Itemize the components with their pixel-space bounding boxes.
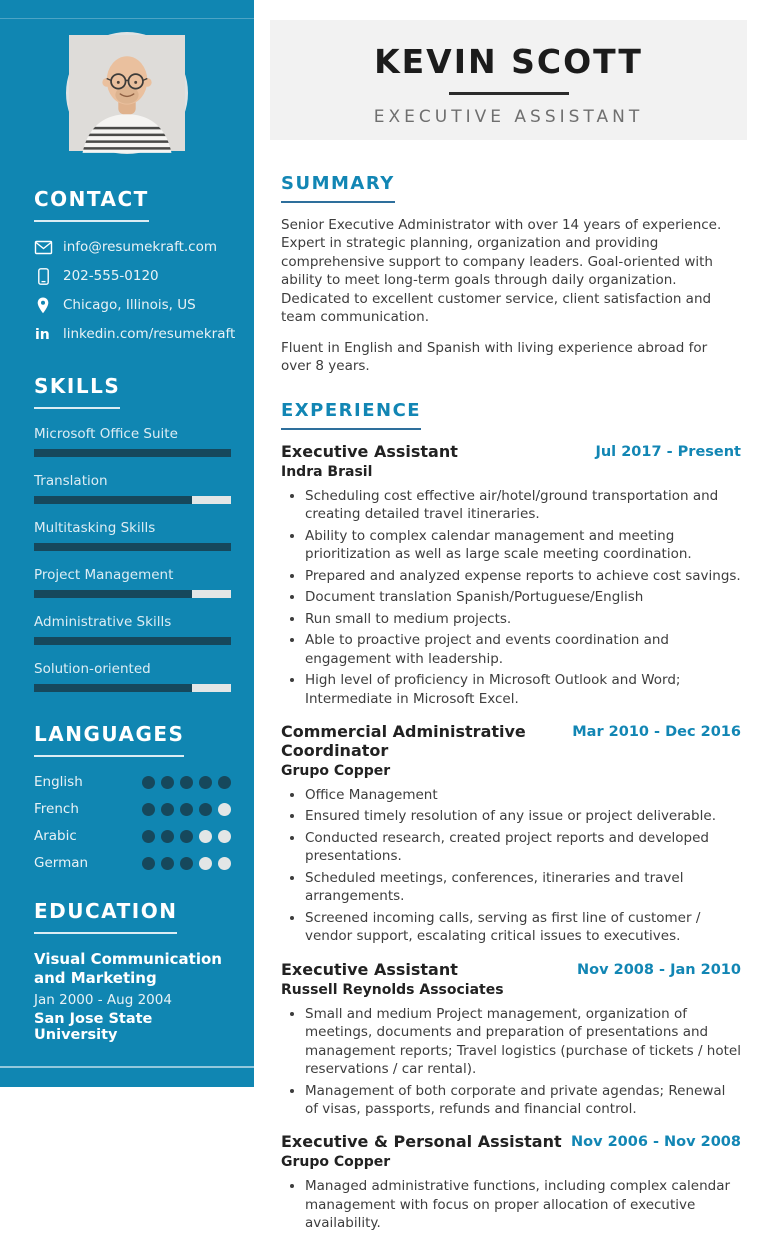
profile-photo-illustration (69, 35, 185, 151)
skill-name: Solution-oriented (34, 661, 151, 677)
job-company: Grupo Copper (281, 762, 391, 779)
job-bullet: • Management of both corporate and private agendas; Renewal of visas, passports, refunds and financial control. (305, 1082, 741, 1119)
skill-name: Administrative Skills (34, 614, 172, 630)
level-dot-filled (142, 776, 155, 789)
job-header (281, 1133, 741, 1170)
skill-bar (34, 684, 231, 692)
education-entry (34, 950, 231, 1043)
job-entry (281, 1133, 741, 1232)
language-level-dots (142, 830, 231, 843)
skill-name: Multitasking Skills (34, 520, 156, 536)
skill-item (34, 614, 231, 645)
job-title-block (281, 723, 566, 779)
job-bullet-list (305, 1005, 741, 1119)
skill-bar (34, 496, 231, 504)
skill-bar-fill (34, 543, 231, 551)
summary-paragraph: Senior Executive Administrator with over 14 years of experience. Expert in strategic planning, organization and providing comprehensive support to company leaders. Goal-oriented with ability to meet long-term goals through daily organization. Dedicated to excellent customer service, client satisfaction and team communication. (281, 217, 722, 326)
job-bullet: • Managed administrative functions, including complex calendar management with focus on proper allocation of executive availability. (305, 1177, 741, 1232)
job-header (281, 961, 741, 998)
language-list (34, 774, 231, 871)
language-name: English (34, 774, 83, 790)
level-dot-filled (180, 803, 193, 816)
level-dot-empty (199, 830, 212, 843)
skill-item (34, 520, 231, 551)
contact-heading: CONTACT (34, 187, 149, 222)
job-bullet: • Document translation Spanish/Portuguese/English (305, 588, 741, 606)
contact-linkedin-text: linkedin.com/resumekraft (63, 326, 236, 342)
svg-text:in: in (34, 327, 50, 343)
language-level-dots (142, 803, 231, 816)
level-dot-filled (161, 857, 174, 870)
skill-name: Translation (34, 473, 108, 489)
job-bullet: • Small and medium Project management, organization of meetings, documents and preparation of presentations and management reports; Travel logistics (purchase of tickets / hotel reservations / car rental). (305, 1005, 741, 1079)
skill-bar-fill (34, 449, 231, 457)
job-bullet: • Screened incoming calls, serving as first line of customer / vendor support, escalating critical issues to executives. (305, 909, 741, 946)
level-dot-filled (199, 776, 212, 789)
level-dot-filled (161, 776, 174, 789)
job-bullet: • Ability to complex calendar management and meeting prioritization as well as large scale meeting coordination. (305, 527, 741, 564)
profile-photo (66, 32, 188, 154)
level-dot-filled (199, 803, 212, 816)
job-entry (281, 723, 741, 946)
job-entry (281, 443, 741, 708)
level-dot-filled (142, 857, 155, 870)
skill-bar (34, 543, 231, 551)
sidebar (0, 0, 254, 1087)
job-title-block (281, 961, 504, 998)
summary-heading: SUMMARY (281, 173, 395, 203)
job-header (281, 443, 741, 480)
language-name: French (34, 801, 79, 817)
page-break-line-bottom (0, 1066, 254, 1068)
contact-item-phone (34, 267, 231, 285)
job-header (281, 723, 741, 779)
education-school: San Jose State University (34, 1010, 153, 1043)
job-bullet: • Conducted research, created project reports and developed presentations. (305, 829, 741, 866)
phone-icon (34, 267, 52, 285)
summary-section (281, 173, 741, 376)
skill-bar (34, 637, 231, 645)
skills-heading: SKILLS (34, 374, 120, 409)
job-title-block (281, 1133, 562, 1170)
languages-heading: LANGUAGES (34, 722, 184, 757)
language-item (34, 828, 231, 844)
main-column (254, 0, 768, 1232)
page-break-line-top (0, 18, 254, 19)
education-period: Jan 2000 - Aug 2004 (34, 991, 172, 1008)
contact-item-email (34, 238, 231, 256)
name-header (270, 20, 747, 140)
job-bullet-list (305, 487, 741, 708)
skill-item (34, 567, 231, 598)
job-title: Executive Assistant (281, 959, 458, 979)
education-heading: EDUCATION (34, 899, 177, 934)
skill-bar-fill (34, 590, 192, 598)
job-entry (281, 961, 741, 1119)
job-bullet: • Prepared and analyzed expense reports to achieve cost savings. (305, 567, 741, 585)
contact-email-text: info@resumekraft.com (63, 239, 217, 255)
level-dot-filled (161, 830, 174, 843)
job-bullet: • Run small to medium projects. (305, 610, 741, 628)
contact-list (34, 238, 236, 343)
experience-section (281, 400, 741, 1233)
job-bullet-list (305, 786, 741, 946)
job-dates: Jul 2017 - Present (595, 443, 741, 460)
level-dot-filled (142, 830, 155, 843)
level-dot-empty (218, 857, 231, 870)
language-item (34, 855, 231, 871)
education-degree: Visual Communication and Marketing (34, 950, 222, 987)
language-name: Arabic (34, 828, 77, 844)
job-bullet: • Scheduled meetings, conferences, itineraries and travel arrangements. (305, 869, 741, 906)
skill-bar-fill (34, 684, 192, 692)
level-dot-filled (142, 803, 155, 816)
job-bullet: • Able to proactive project and events coordination and engagement with leadership. (305, 631, 741, 668)
name-divider (449, 92, 569, 95)
skill-bar-fill (34, 496, 192, 504)
level-dot-filled (180, 857, 193, 870)
level-dot-empty (218, 830, 231, 843)
experience-heading: EXPERIENCE (281, 400, 421, 430)
skill-item (34, 473, 231, 504)
job-bullet-list (305, 1177, 741, 1232)
job-title-block (281, 443, 458, 480)
skill-item (34, 426, 231, 457)
job-title: Commercial Administrative Coordinator (281, 722, 526, 760)
level-dot-filled (180, 830, 193, 843)
job-dates: Nov 2008 - Jan 2010 (577, 961, 741, 978)
level-dot-filled (161, 803, 174, 816)
linkedin-icon (34, 325, 52, 343)
skill-name: Microsoft Office Suite (34, 426, 178, 442)
language-item (34, 774, 231, 790)
language-name: German (34, 855, 89, 871)
level-dot-filled (218, 776, 231, 789)
job-bullet: • High level of proficiency in Microsoft Outlook and Word; Intermediate in Microsoft Excel. (305, 671, 741, 708)
contact-section (0, 187, 254, 343)
main-content (254, 173, 768, 1233)
education-section (0, 899, 254, 1043)
job-dates: Mar 2010 - Dec 2016 (572, 724, 741, 741)
job-company: Russell Reynolds Associates (281, 981, 504, 998)
person-name: KEVIN SCOTT (374, 42, 643, 81)
job-bullet: • Office Management (305, 786, 741, 804)
job-bullet: • Ensured timely resolution of any issue or project deliverable. (305, 807, 741, 825)
job-title: Executive Assistant (281, 441, 458, 461)
language-level-dots (142, 857, 231, 870)
job-company: Indra Brasil (281, 463, 373, 480)
languages-section (0, 722, 254, 871)
contact-location-text: Chicago, Illinois, US (63, 297, 196, 313)
skills-section (0, 374, 254, 692)
location-icon (34, 296, 52, 314)
language-item (34, 801, 231, 817)
level-dot-empty (218, 803, 231, 816)
summary-paragraph: Fluent in English and Spanish with living experience abroad for over 8 years. (281, 339, 708, 375)
skill-list (34, 426, 231, 692)
skill-bar (34, 449, 231, 457)
contact-item-location (34, 296, 231, 314)
job-company: Grupo Copper (281, 1154, 391, 1171)
job-bullet: • Scheduling cost effective air/hotel/ground transportation and creating detailed travel itineraries. (305, 487, 741, 524)
job-title: Executive & Personal Assistant (281, 1132, 562, 1152)
skill-name: Project Management (34, 567, 174, 583)
contact-item-linkedin (34, 325, 236, 343)
level-dot-empty (199, 857, 212, 870)
skill-bar-fill (34, 637, 231, 645)
job-dates: Nov 2006 - Nov 2008 (570, 1134, 741, 1151)
person-job-title: EXECUTIVE ASSISTANT (373, 107, 644, 127)
level-dot-filled (180, 776, 193, 789)
contact-phone-text: 202-555-0120 (63, 268, 159, 284)
skill-bar (34, 590, 231, 598)
language-level-dots (142, 776, 231, 789)
skill-item (34, 661, 231, 692)
email-icon (34, 238, 52, 256)
